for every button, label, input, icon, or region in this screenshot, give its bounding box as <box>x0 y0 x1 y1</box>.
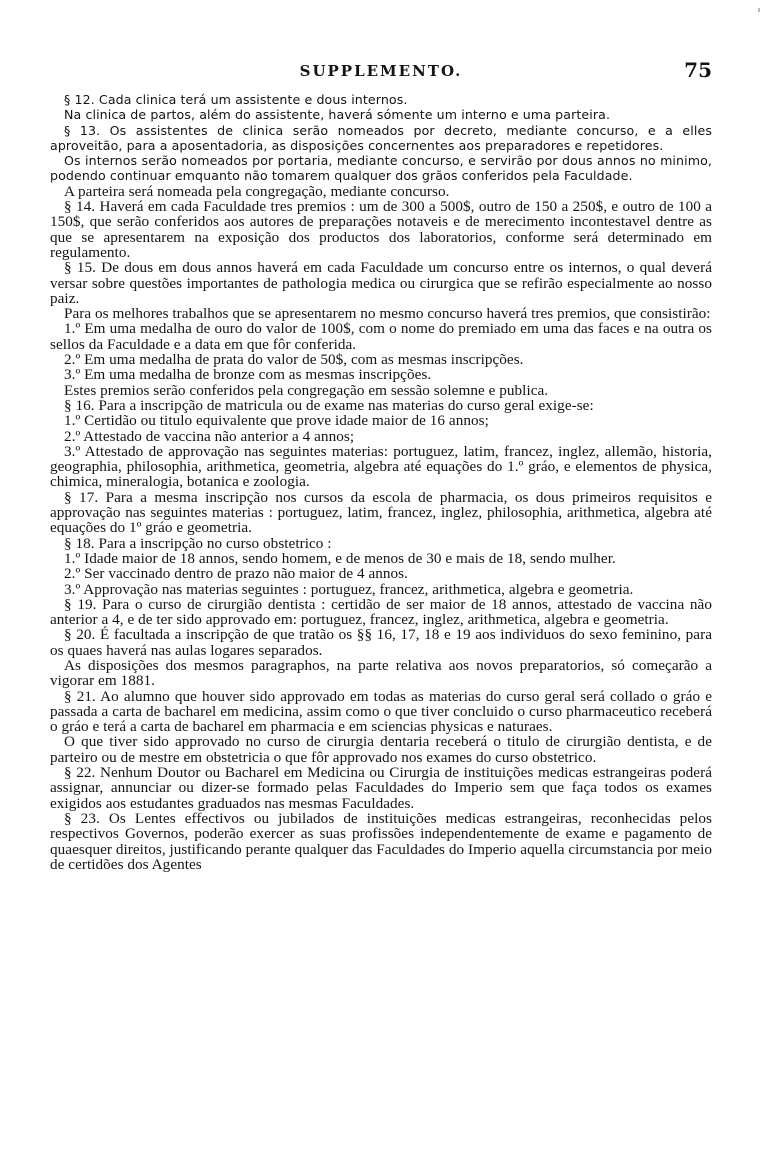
body-text <box>50 92 712 872</box>
paragraph-premio-2: 2.º Em uma medalha de prata do valor de 50$, com as mesmas inscripções. <box>64 351 524 369</box>
paragraph-premio-1: 1.º Em uma medalha de ouro do valor de 100$, com o nome do premiado em uma das faces e na outra os sellos da Faculdade e a data em que fôr conferida. <box>50 320 712 353</box>
paragraph-art-16-item-2: 2.º Attestado de vaccina não anterior a 4 annos; <box>64 427 355 445</box>
paragraph-art-22: § 22. Nenhum Doutor ou Bacharel em Medicina ou Cirurgia de instituições medicas estrangeiras poderá assignar, annunciar ou dizer-se formado pelas Faculdades do Imperio sem que faça todos os exames exigidos aos estudantes graduados nas mesmas Faculdades. <box>50 764 712 812</box>
paragraph-art-20: § 20. É facultada a inscripção de que tratão os §§ 16, 17, 18 e 19 aos individuos do sexo feminino, para os quaes haverá nas aulas logares separados. <box>50 626 712 659</box>
paragraph-disposicoes: As disposições dos mesmos paragraphos, na parte relativa aos novos preparatorios, só começarão a vigorar em 1881. <box>50 656 712 690</box>
paragraph-parteira: A parteira será nomeada pela congregação, mediante concurso. <box>64 182 450 200</box>
paragraph-clinica-partos: Na clinica de partos, além do assistente, haverá sómente um interno e uma parteira. <box>64 107 611 123</box>
paragraph-art-18: § 18. Para a inscripção no curso obstetrico : <box>64 534 332 552</box>
paragraph-art-16-item-3: 3.º Attestado de approvação nas seguintes materias: portuguez, latim, francez, inglez, allemão, historia, geographia, philosophia, arithmetica, geometria, algebra até equações do 1.º gráo, e elementos de physica, chimica, mineralogia, botanica e zoologia. <box>50 442 712 491</box>
paragraph-art-19: § 19. Para o curso de cirurgião dentista : certidão de ser maior de 18 annos, attestado de vaccina não anterior a 4, e de ter sido approvado em: portuguez, francez, inglez, arithmetica, algebra e geometria. <box>50 595 712 629</box>
paragraph-art-12: § 12. Cada clinica terá um assistente e dous internos. <box>64 92 408 107</box>
running-title: SUPPLEMENTO. <box>299 62 463 80</box>
paragraph-premios: Para os melhores trabalhos que se apresentarem no mesmo concurso haverá tres premios, que consistirão: <box>64 305 711 323</box>
paragraph-art-16: § 16. Para a inscripção de matricula ou de exame nas materias do curso geral exige-se: <box>64 396 594 414</box>
paragraph-internos: Os internos serão nomeados por portaria, mediante concurso, e servirão por dous annos no minimo, podendo continuar emquanto não tomarem qualquer dos grãos conferidos pela Faculdade. <box>50 153 712 184</box>
paragraph-cirurgia-dentaria: O que tiver sido approvado no curso de cirurgia dentaria receberá o titulo de cirurgião dentista, e de parteiro ou de mestre em obstetricia o que fôr approvado nos exames do curso obstetrico. <box>50 733 712 766</box>
page-number: 75 <box>684 58 712 82</box>
page-header <box>50 52 712 88</box>
paragraph-art-16-item-1: 1.º Certidão ou titulo equivalente que prove idade maior de 16 annos; <box>64 412 489 430</box>
paragraph-premios-conferidos: Estes premios serão conferidos pela congregação em sessão solemne e publica. <box>64 381 549 399</box>
margin-speck <box>758 8 760 12</box>
paragraph-art-18-item-1: 1.º Idade maior de 18 annos, sendo homem, e de menos de 30 e mais de 18, sendo mulher. <box>64 549 616 567</box>
paragraph-art-23: § 23. Os Lentes effectivos ou jubilados de instituições medicas estrangeiras, reconhecidas pelos respectivos Governos, poderão exercer as suas profissões independentemente de exame e pagamento de quaesquer direitos, justificando perante qualquer das Faculdades do Imperio aquella circumstancia por meio de certidões dos Agentes <box>50 809 712 873</box>
paragraph-art-13: § 13. Os assistentes de clinica serão nomeados por decreto, mediante concurso, e a elles aproveitão, para a aposentadoria, as disposições concernentes aos preparadores e repetidores. <box>50 122 712 153</box>
paragraph-art-15: § 15. De dous em dous annos haverá em cada Faculdade um concurso entre os internos, o qual deverá versar sobre questões importantes de pathologia medica ou cirurgica que se refirão especialmente ao nosso paiz. <box>50 259 712 307</box>
paragraph-art-18-item-2: 2.º Ser vaccinado dentro de prazo não maior de 4 annos. <box>64 565 408 583</box>
paragraph-art-17: § 17. Para a mesma inscripção nos cursos da escola de pharmacia, os dous primeiros requisitos e approvação nas seguintes materias : portuguez, latim, francez, inglez, philosophia, arithmetica, algebra até equações do 1º gráo e geometria. <box>50 488 712 537</box>
paragraph-premio-3: 3.º Em uma medalha de bronze com as mesmas inscripções. <box>64 366 432 384</box>
document-page <box>50 52 712 1152</box>
paragraph-art-18-item-3: 3.º Approvação nas materias seguintes : portuguez, francez, arithmetica, algebra e geometria. <box>64 580 634 598</box>
paragraph-art-21: § 21. Ao alumno que houver sido approvado em todas as materias do curso geral será collado o gráo e passada a carta de bacharel em medicina, assim como o que tiver concluido o curso pharmaceutico receberá o gráo e terá a carta de bacharel em pharmacia e em sciencias physicas e naturaes. <box>50 687 712 736</box>
paragraph-art-14: § 14. Haverá em cada Faculdade tres premios : um de 300 a 500$, outro de 150 a 250$, e outro de 100 a 150$, que serão conferidos aos autores de preparações notaveis e de merecimento incontestavel dentre as que se apresentarem na exposição dos productos dos laboratorios, conforme será determinado em regulamento. <box>50 198 712 261</box>
